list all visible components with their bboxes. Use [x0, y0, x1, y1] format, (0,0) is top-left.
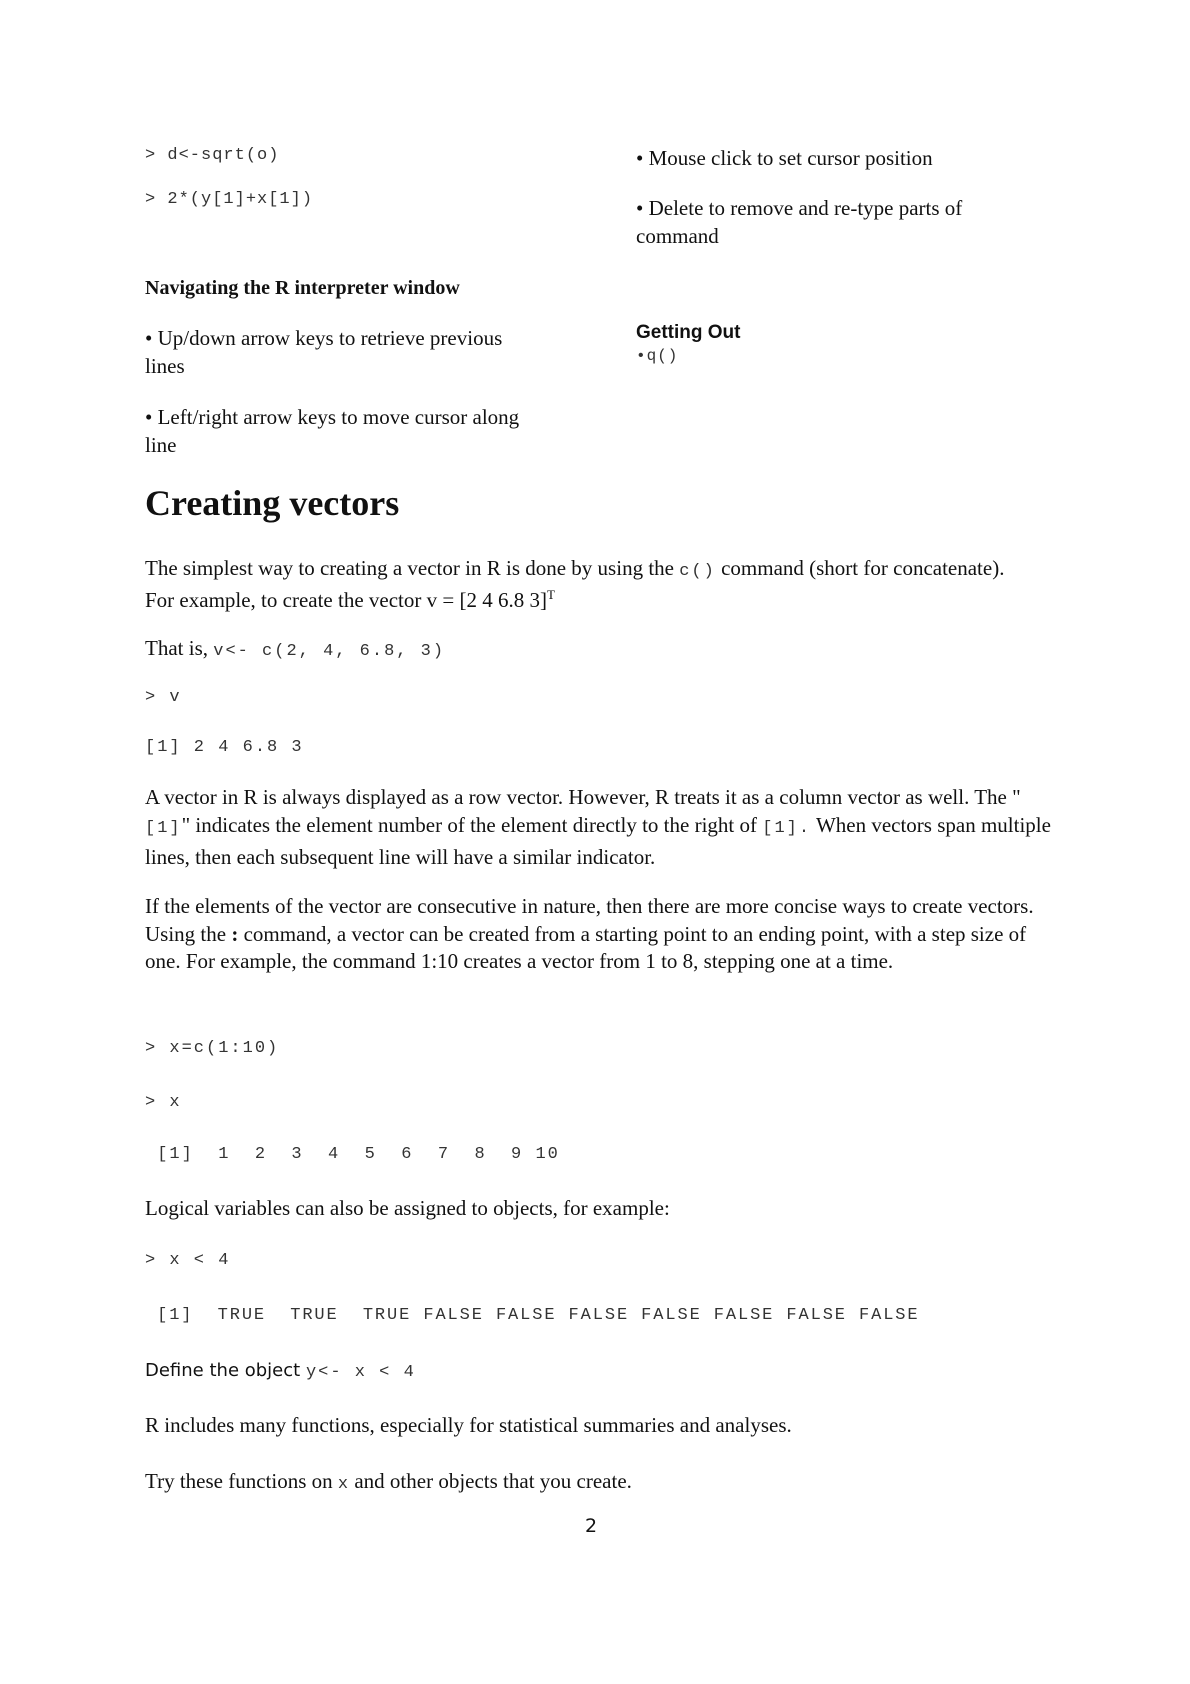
inline-code-index-2: [1]. — [762, 819, 812, 838]
paragraph-try — [145, 1467, 1065, 1499]
navigating-heading: Navigating the R interpreter window — [145, 277, 460, 299]
inline-code-c: c() — [679, 562, 716, 581]
paragraph-intro — [145, 554, 1065, 614]
define-object-line — [145, 1360, 416, 1382]
paragraph-logical: Logical variables can also be assigned to objects, for example: — [145, 1196, 670, 1220]
quit-command: •q() — [636, 347, 679, 365]
define-code: y<- x < 4 — [305, 1363, 416, 1382]
code-line-multiply: > 2*(y[1]+x[1]) — [145, 190, 314, 209]
code-line-x-lt: > x < 4 — [145, 1251, 231, 1270]
colon-operator: : — [231, 921, 239, 946]
bullet-delete: • Delete to remove and re-type parts of command — [636, 196, 963, 248]
consecutive-text-a: If the elements of the vector are consecutive in nature, then there are more concise ways to create vectors. Using the — [145, 894, 1034, 946]
that-is-code: v<- c(2, 4, 6.8, 3) — [213, 642, 446, 661]
inline-code-x: x — [337, 1475, 350, 1494]
that-is-line — [145, 634, 445, 666]
intro-text-a: The simplest way to creating a vector in R is done by using the — [145, 556, 674, 580]
code-line-x: > x — [145, 1093, 182, 1112]
page-number: 2 — [585, 1515, 598, 1537]
try-text-a: Try these functions on — [145, 1469, 333, 1493]
code-line-x-assign: > x=c(1:10) — [145, 1039, 280, 1058]
bullet-mouse-click: • Mouse click to set cursor position — [636, 146, 933, 170]
that-is-label: That is, — [145, 636, 208, 660]
row-vector-text-a: A vector in R is always displayed as a row vector. However, R treats it as a column vector as well. The " — [145, 785, 1021, 809]
code-line-sqrt: > d<-sqrt(o) — [145, 146, 280, 165]
code-line-v: > v — [145, 688, 182, 707]
section-heading: Creating vectors — [145, 483, 400, 523]
inline-code-index-1: [1] — [145, 819, 182, 838]
transpose-superscript: T — [546, 587, 555, 602]
row-vector-text-c: When vectors span multiple lines, then each subsequent line will have a similar indicator. — [145, 813, 1051, 869]
getting-out-heading: Getting Out — [636, 322, 741, 343]
row-vector-text-b: " indicates the element number of the element directly to the right of — [181, 813, 757, 837]
consecutive-text-b: command, a vector can be created from a starting point to an ending point, with a step size of one. For example, the command 1:10 creates a vector from 1 to 8, stepping one at a time. — [145, 921, 1027, 973]
paragraph-consecutive — [145, 893, 1065, 976]
intro-text-b: command (short for concatenate). — [721, 556, 1005, 580]
try-text-b: and other objects that you create. — [354, 1469, 632, 1493]
output-v: [1] 2 4 6.8 3 — [145, 738, 304, 757]
define-label: Define the object — [145, 1360, 301, 1381]
output-logical: [1] TRUE TRUE TRUE FALSE FALSE FALSE FALSE FALSE FALSE FALSE — [145, 1306, 920, 1325]
intro-text-line2: For example, to create the vector v = [2 4 6.8 3] — [145, 588, 547, 612]
paragraph-row-vector — [145, 783, 1065, 871]
bullet-left-right: • Left/right arrow keys to move cursor along line — [145, 405, 520, 457]
output-x: [1] 1 2 3 4 5 6 7 8 9 10 — [145, 1145, 560, 1164]
bullet-up-down: • Up/down arrow keys to retrieve previous lines — [145, 326, 503, 378]
paragraph-functions: R includes many functions, especially for statistical summaries and analyses. — [145, 1413, 792, 1437]
